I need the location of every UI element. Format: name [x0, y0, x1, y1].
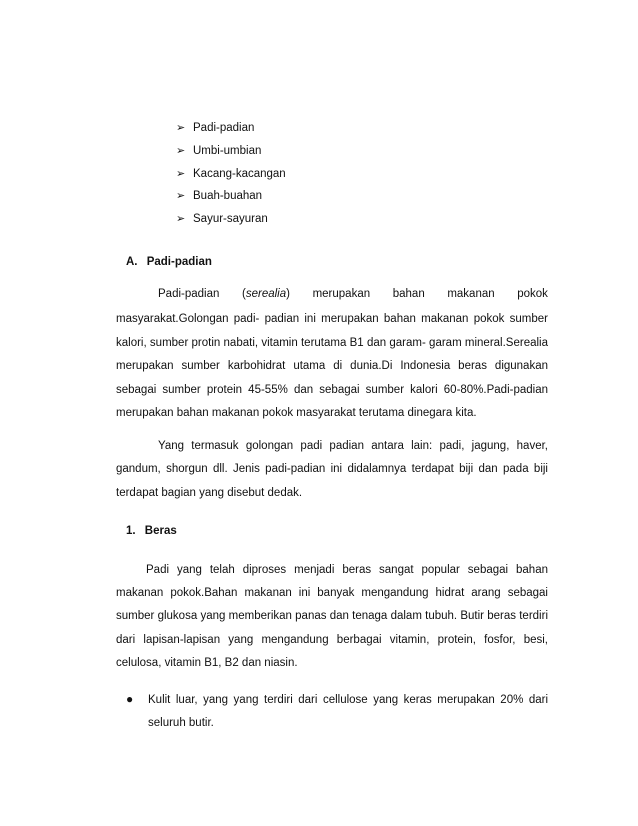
- list-item-label: Buah-buahan: [193, 190, 263, 203]
- list-item: [176, 141, 286, 164]
- paragraph-golongan: Yang termasuk golongan padi padian antara lain: padi, jagung, haver, gandum, shorgun dll. Jenis padi-padian ini didalamnya terdapat biji dan pada biji terdapat bagian yang disebut dedak.: [116, 440, 548, 499]
- list-item-label: Sayur-sayuran: [193, 213, 268, 226]
- list-item: [176, 164, 286, 187]
- paragraph-padi: masyarakat.Golongan padi- padian ini merupakan bahan makanan pokok sumber kalori, sumber protin nabati, vitamin terutama B1 dan garam- garam mineral.Serealia merupakan sumber karbohidrat utama di dunia.Di Indonesia beras digunakan sebagai sumber protein 45-55% dan sebagai sumber kalori 60-80%.Padi-padian merupakan bahan makanan pokok masyarakat terutama dinegara kita.: [116, 313, 548, 420]
- paragraph-first-line: [158, 288, 548, 300]
- word-italic: (serealia): [242, 288, 290, 300]
- section-heading-beras: [126, 525, 177, 537]
- section-title: Padi-padian: [146, 256, 212, 268]
- paragraph-beras: Padi yang telah diproses menjadi beras sangat popular sebagai bahan makanan pokok.Bahan makanan ini banyak mengandung hidrat arang sebagai sumber glukosa yang memberikan panas dan tenaga dalam tubuh. Butir beras terdiri dari lapisan-lapisan yang mengandung berbagai vitamin, protein, fosfor, besi, celulosa, vitamin B1, B2 dan niasin.: [116, 564, 548, 669]
- arrow-bullet-icon: ➢: [176, 144, 186, 157]
- section-title: Beras: [144, 525, 177, 537]
- word: merupakan: [312, 288, 371, 300]
- section-heading-a: [126, 256, 212, 268]
- arrow-bullet-icon: ➢: [176, 122, 186, 134]
- word: makanan: [447, 288, 495, 300]
- bullet-item: Kulit luar, yang yang terdiri dari cellulose yang keras merupakan 20% dari seluruh butir.: [148, 694, 548, 730]
- word: Padi-padian: [158, 288, 220, 300]
- word: bahan: [392, 288, 425, 300]
- bullet-list: [176, 118, 286, 232]
- arrow-bullet-icon: ➢: [176, 190, 186, 203]
- section-marker: 1.: [126, 525, 136, 537]
- list-item: [176, 209, 286, 232]
- arrow-bullet-icon: ➢: [176, 167, 186, 180]
- italic-term: serealia: [245, 288, 287, 300]
- list-item-label: Kacang-kacangan: [193, 167, 286, 180]
- list-item-label: Padi-padian: [193, 122, 255, 134]
- list-item: [176, 186, 286, 209]
- section-marker: A.: [126, 256, 138, 268]
- bullet-dot-icon: ●: [126, 692, 134, 706]
- list-item: [176, 118, 286, 141]
- list-item-label: Umbi-umbian: [193, 144, 262, 157]
- word: pokok: [517, 288, 548, 300]
- arrow-bullet-icon: ➢: [176, 213, 186, 226]
